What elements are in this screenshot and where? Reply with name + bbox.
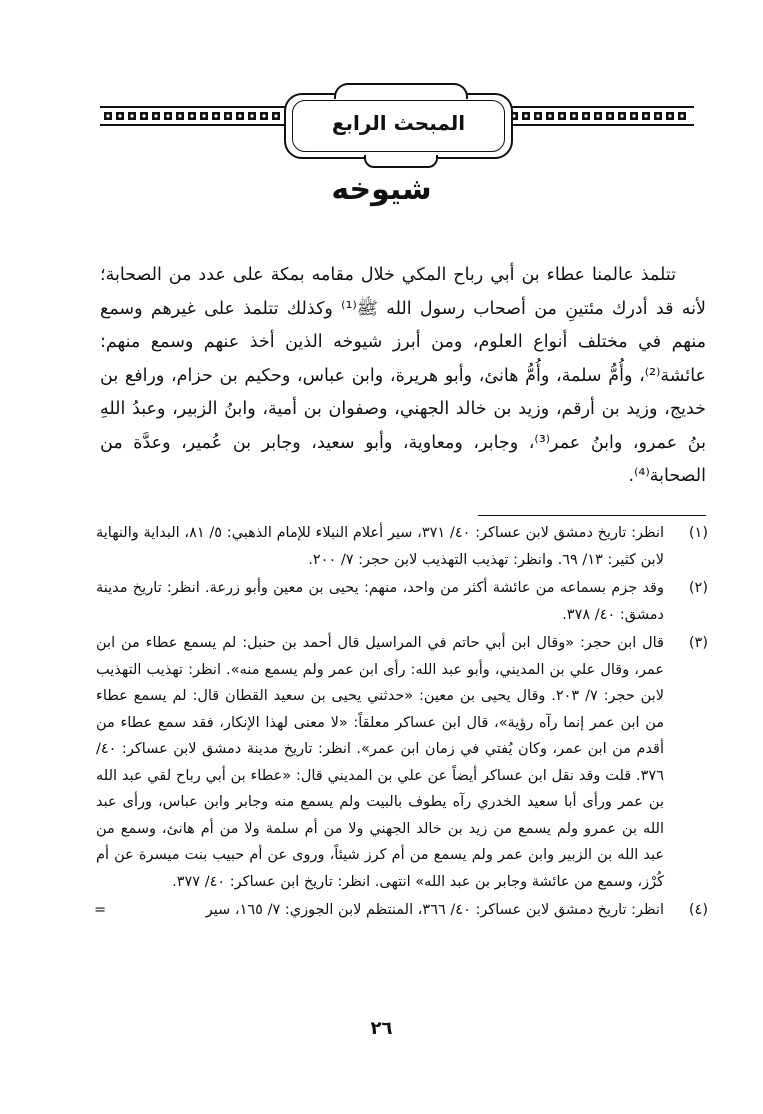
footnote-4 [96,897,708,924]
footnote-separator [478,515,706,516]
page-number: ٢٦ [370,1018,393,1039]
footnote-text: انظر: تاريخ دمشق لابن عساكر: ٤٠/ ٣٧١، سير أعلام النبلاء للإمام الذهبي: ٥/ ٨١، البداية والنهاية لابن كثير: ١٣/ ٦٩. وانظر: تهذيب التهذيب لابن حجر: ٧/ ٢٠٠. [96,525,665,568]
body-paragraph: تتلمذ عالمنا عطاء بن أبي رباح المكي خلال مقامه بمكة على عدد من الصحابة؛ لأنه قد أدرك مئتينِ من أصحاب رسول الله ﷺ⁽¹⁾ وكذلك تتلمذ على غيرهم وسمع منهم في مختلف أنواع العلوم، ومن أبرز شيوخه الذين أخذ عنهم وسمع منهم: عائشة⁽²⁾، وأُمُّ سلمة، وأُمُّ هانئ، وأبو هريرة، وابن عباس، وحكيم بن حزام، ورافع بن خديج، وزيد بن أرقم، وزيد بن خالد الجهني، وصفوان بن أمية، وابنُ الزبير، وعبدُ اللهِ بنُ عمرو، وابنُ عمر⁽³⁾، وجابر، ومعاوية، وأبو سعيد، وجابر بن عُمير، وعدَّة من الصحابة⁽⁴⁾. [100,265,706,486]
footnote-number: (٢) [688,580,708,596]
section-cartouche [284,93,513,159]
section-label: المبحث الرابع [331,111,466,135]
continuation-mark: = [94,902,107,918]
footnote-number: (١) [688,525,708,541]
cartouche-top-tab [334,83,468,99]
ornament-band-right [508,104,694,128]
footnote-3 [96,630,708,895]
footnote-1 [96,520,708,573]
cartouche-bottom-tab [364,155,438,168]
footnote-2 [96,575,708,628]
footnotes [96,520,708,926]
main-text [100,259,706,494]
footnote-number: (٤) [688,902,708,918]
footnote-text: وقد جزم بسماعه من عائشة أكثر من واحد، منهم: يحيى بن معين وأبو زرعة. انظر: تاريخ مدينة دمشق: ٤٠/ ٣٧٨. [96,580,664,623]
chapter-title: شيوخه [331,172,432,207]
footnote-text: قال ابن حجر: «وقال ابن أبي حاتم في المراسيل قال أحمد بن حنبل: لم يسمع عطاء من ابن عمر، وقال علي بن المديني، وأبو عبد الله: رأى ابن عمر ولم يسمع منه». انظر: تهذيب التهذيب لابن حجر: ٧/ ٢٠٣. وقال يحيى بن معين: «حدثني يحيى بن سعيد القطان قال: لم يسمع عطاء من ابن عمر إنما رآه رؤية»، قال ابن عساكر معلقاً: «لا معنى لهذا الإنكار، فقد سمع عطاء من أقدم من ابن عمر، وكان يُفتي في زمان ابن عمر». انظر: تاريخ مدينة دمشق لابن عساكر: ٤٠/ ٣٧٦. قلت وقد نقل ابن عساكر أيضاً عن علي بن المديني قال: «عطاء بن أبي رباح لقي عبد الله بن عمر ورأى أبا سعيد الخدري رآه يطوف بالبيت ولم يسمع منه وجابر وابن عباس، ورأى عبد الله بن عمرو ولم يسمع من زيد بن خالد الجهني ولا من أم سلمة ولا من أم هانئ، وسمع من عبد الله بن الزبير وابن عمر ولم يسمع من أم كرز شيئاً، وروى عن أم حبيب بنت ميسرة عن أم كُرْز، وسمع من عائشة وجابر بن عبد الله» انتهى. انظر: تاريخ ابن عساكر: ٤٠/ ٣٧٧. [96,635,664,890]
ornament-band-left [100,104,296,128]
footnote-text: انظر: تاريخ دمشق لابن عساكر: ٤٠/ ٣٦٦، المنتظم لابن الجوزي: ٧/ ١٦٥، سير [205,902,664,918]
footnote-number: (٣) [688,635,708,651]
